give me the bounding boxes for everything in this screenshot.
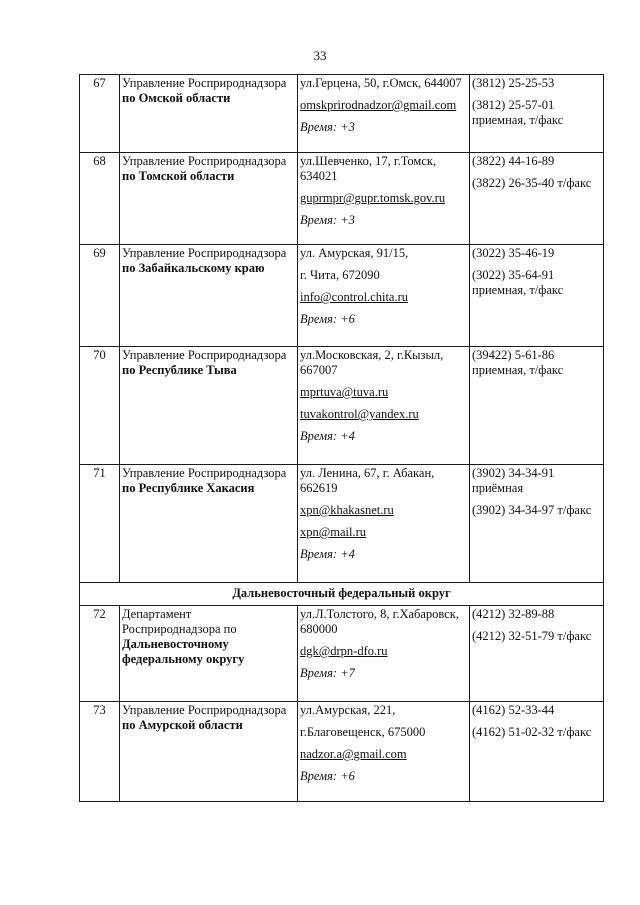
address-cell (298, 465, 470, 583)
row-number: 68 (80, 153, 120, 245)
phone-number: (4162) 51-02-32 т/факс (472, 725, 592, 739)
agency-region: Дальневосточному (122, 637, 229, 651)
address-line: 662619 (300, 481, 338, 495)
table-row (80, 153, 604, 245)
address-cell (298, 702, 470, 802)
email-link[interactable]: omskprirodnadzor@gmail.com (300, 98, 457, 112)
row-number: 69 (80, 245, 120, 347)
table-row (80, 465, 604, 583)
timezone-offset: Время: +4 (300, 547, 355, 561)
agency-cell (120, 465, 298, 583)
agency-name: Управление Росприроднадзора (122, 76, 287, 90)
phone-number: (3902) 34-34-91 (472, 466, 555, 480)
phone-cell (470, 245, 604, 347)
phone-number: (3022) 35-64-91 (472, 268, 555, 282)
agency-name: Управление Росприроднадзора (122, 246, 287, 260)
timezone-offset: Время: +7 (300, 666, 355, 680)
phone-cell (470, 75, 604, 153)
email-link[interactable]: guprmpr@gupr.tomsk.gov.ru (300, 191, 446, 205)
phone-note: приёмная (472, 481, 524, 495)
agency-cell (120, 245, 298, 347)
address-line: ул.Герцена, 50, г.Омск, 644007 (300, 76, 462, 90)
agency-cell (120, 606, 298, 702)
agency-cell (120, 347, 298, 465)
phone-number: (39422) 5-61-86 (472, 348, 555, 362)
phone-cell (470, 347, 604, 465)
table-row (80, 606, 604, 702)
address-cell (298, 153, 470, 245)
phone-cell (470, 606, 604, 702)
address-line: ул.Л.Толстого, 8, г.Хабаровск, (300, 607, 459, 621)
agency-name: Управление Росприроднадзора (122, 154, 287, 168)
row-number: 72 (80, 606, 120, 702)
address-line: ул.Московская, 2, г.Кызыл, (300, 348, 444, 362)
address-cell (298, 606, 470, 702)
row-number: 67 (80, 75, 120, 153)
phone-number: (3822) 44-16-89 (472, 154, 555, 168)
agency-region: по Амурской области (122, 718, 243, 732)
timezone-offset: Время: +4 (300, 429, 355, 443)
email-link[interactable]: tuvakontrol@yandex.ru (300, 407, 419, 421)
agency-name: Росприроднадзора по (122, 622, 237, 636)
address-line: ул.Шевченко, 17, г.Томск, (300, 154, 437, 168)
address-line: ул.Амурская, 221, (300, 703, 396, 717)
section-header-row (80, 583, 604, 606)
agency-name: Управление Росприроднадзора (122, 348, 287, 362)
agency-region: по Республике Тыва (122, 363, 237, 377)
agency-name: Управление Росприроднадзора (122, 703, 287, 717)
email-link[interactable]: dgk@drpn-dfo.ru (300, 644, 388, 658)
address-line: г. Чита, 672090 (300, 268, 380, 282)
phone-note: приемная, т/факс (472, 363, 564, 377)
address-cell (298, 75, 470, 153)
row-number: 70 (80, 347, 120, 465)
address-line: ул. Ленина, 67, г. Абакан, (300, 466, 435, 480)
agency-cell (120, 153, 298, 245)
agency-region: по Республике Хакасия (122, 481, 255, 495)
address-cell (298, 245, 470, 347)
phone-note: приемная, т/факс (472, 283, 564, 297)
table-row (80, 347, 604, 465)
phone-number: (4212) 32-51-79 т/факс (472, 629, 592, 643)
address-line: г.Благовещенск, 675000 (300, 725, 426, 739)
email-link[interactable]: info@control.chita.ru (300, 290, 409, 304)
timezone-offset: Время: +3 (300, 213, 355, 227)
phone-number: (3902) 34-34-97 т/факс (472, 503, 592, 517)
agency-name: Управление Росприроднадзора (122, 466, 287, 480)
table-row (80, 75, 604, 153)
contacts-table (79, 74, 604, 802)
timezone-offset: Время: +6 (300, 312, 355, 326)
table-row (80, 245, 604, 347)
email-link[interactable]: xpn@khakasnet.ru (300, 503, 394, 517)
table-row (80, 702, 604, 802)
row-number: 71 (80, 465, 120, 583)
agency-name: Департамент (122, 607, 192, 621)
phone-note: приемная, т/факс (472, 113, 564, 127)
phone-number: (3822) 26-35-40 т/факс (472, 176, 592, 190)
address-line: 680000 (300, 622, 338, 636)
phone-number: (3812) 25-57-01 (472, 98, 555, 112)
address-line: 667007 (300, 363, 338, 377)
agency-region: федеральному округу (122, 652, 245, 666)
agency-region: по Томской области (122, 169, 235, 183)
phone-cell (470, 465, 604, 583)
agency-region: по Забайкальскому краю (122, 261, 265, 275)
page-number: 33 (313, 48, 327, 63)
section-title: Дальневосточный федеральный округ (80, 583, 604, 606)
email-link[interactable]: nadzor.a@gmail.com (300, 747, 407, 761)
phone-number: (4162) 52-33-44 (472, 703, 555, 717)
phone-cell (470, 153, 604, 245)
address-line: 634021 (300, 169, 338, 183)
timezone-offset: Время: +3 (300, 120, 355, 134)
address-line: ул. Амурская, 91/15, (300, 246, 409, 260)
phone-number: (3022) 35-46-19 (472, 246, 555, 260)
email-link[interactable]: mprtuva@tuva.ru (300, 385, 389, 399)
address-cell (298, 347, 470, 465)
agency-cell (120, 75, 298, 153)
phone-number: (4212) 32-89-88 (472, 607, 555, 621)
email-link[interactable]: xpn@mail.ru (300, 525, 367, 539)
phone-number: (3812) 25-25-53 (472, 76, 555, 90)
timezone-offset: Время: +6 (300, 769, 355, 783)
row-number: 73 (80, 702, 120, 802)
agency-cell (120, 702, 298, 802)
phone-cell (470, 702, 604, 802)
agency-region: по Омской области (122, 91, 231, 105)
